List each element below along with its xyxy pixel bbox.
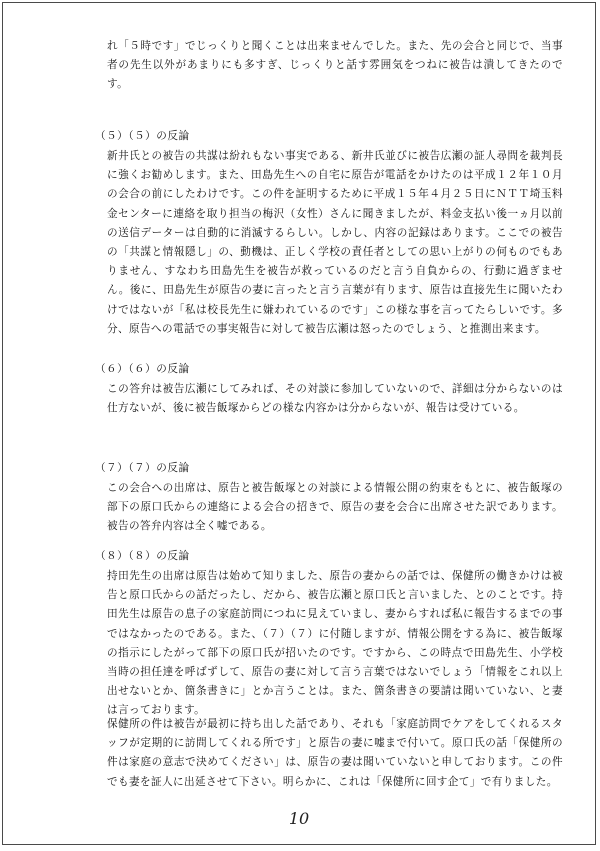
page-number: 10 <box>288 809 310 828</box>
section-7-body: この会合への出席は、原告と被告飯塚との対談による情報公開の約束をもとに、被告飯塚の部下の原口氏からの連絡による会合の招きで、原告の妻を会合に出席させた訳であります。被告の答弁内容は全く嘘である。 <box>107 482 563 533</box>
section-7-heading: （７）（７）の反論 <box>95 462 190 474</box>
intro-paragraph: れ「５時です」でじっくりと聞くことは出来ませんでした。また、先の会合と同じで、当事者の先生以外があまりにも多すぎ、じっくりと話す雰囲気をつねに被告は潰してきたのです。 <box>107 40 563 91</box>
section-6-heading: （６）（６）の反論 <box>95 363 190 375</box>
section-8-body: 持田先生の出席は原告は始めて知りました、原告の妻からの話では、保健所の働きかけは被告と原口氏からの話だったし、だから、被告広瀬と原口氏と言いました、とのことです。持田先生は原告の息子の家庭訪問につねに見えていまし、妻からすれば私に報告するまでの事ではなかったのである。また、（７）（７）に付随しますが、情報公開をする為に、被告飯塚の指示にしたがって部下の原口氏が招いたのです。ですから、この時点で田島先生、小学校当時の担任達を呼ばずして、原告の妻に対して言う言葉ではないでしょう「情報をこれ以上出せないとか、箇条書きに」とか言うことは。また、箇条書きの要請は聞いていない、と妻は言っております。 <box>107 570 563 717</box>
section-5-heading: （５）（５）の反論 <box>95 130 190 142</box>
section-8-heading: （８）（８）の反論 <box>95 550 190 562</box>
document-page <box>2 2 596 845</box>
section-5-body: 新井氏との被告の共謀は紛れもない事実である、新井氏並びに被告広瀬の証人尋問を裁判長に強くお勧めします。また、田島先生への自宅に原告が電話をかけたのは平成１２年１０月の会合の前にしたわけです。この件を証明するために平成１５年４月２５日にＮＴＴ埼玉料金センターに連絡を取り担当の梅沢（女性）さんに聞きましたが、料金支払い後一ヵ月以前の送信データーは自動的に消滅するらしい。しかし、内容の記録はあります。ここでの被告の「共謀と情報隠し」の、動機は、正しく学校の責任者としての思い上がりの何ものでもありません、すなわち田島先生を被告が救っているのだと言う自負からの、行動に過ぎません。後に、田島先生が原告の妻に言ったと言う言葉が有ります、原告は直接先生に聞いたわけではないが「私は校長先生に嫌われているのです」この様な事を言ってたらしいです。多分、原告への電話での事実報告に対して被告広瀬は怒ったのでしょう、と推測出来ます。 <box>107 150 563 335</box>
section-6-body: この答弁は被告広瀬にしてみれば、その対談に参加していないので、詳細は分からないのは仕方ないが、後に被告飯塚からどの様な内容かは分からないが、報告は受けている。 <box>107 383 563 415</box>
section-8-body-continued: 保健所の件は被告が最初に持ち出した話であり、それも「家庭訪問でケアをしてくれるスタッフが定期的に訪問してくれる所です」と原告の妻に嘘まで付いて。原口氏の話「保健所の件は家庭の意志で決めてください」は、原告の妻は聞いていないと申しております。この件でも妻を証人に出延させて下さい。明らかに、これは「保健所に回す企て」で有りました。 <box>107 718 563 788</box>
